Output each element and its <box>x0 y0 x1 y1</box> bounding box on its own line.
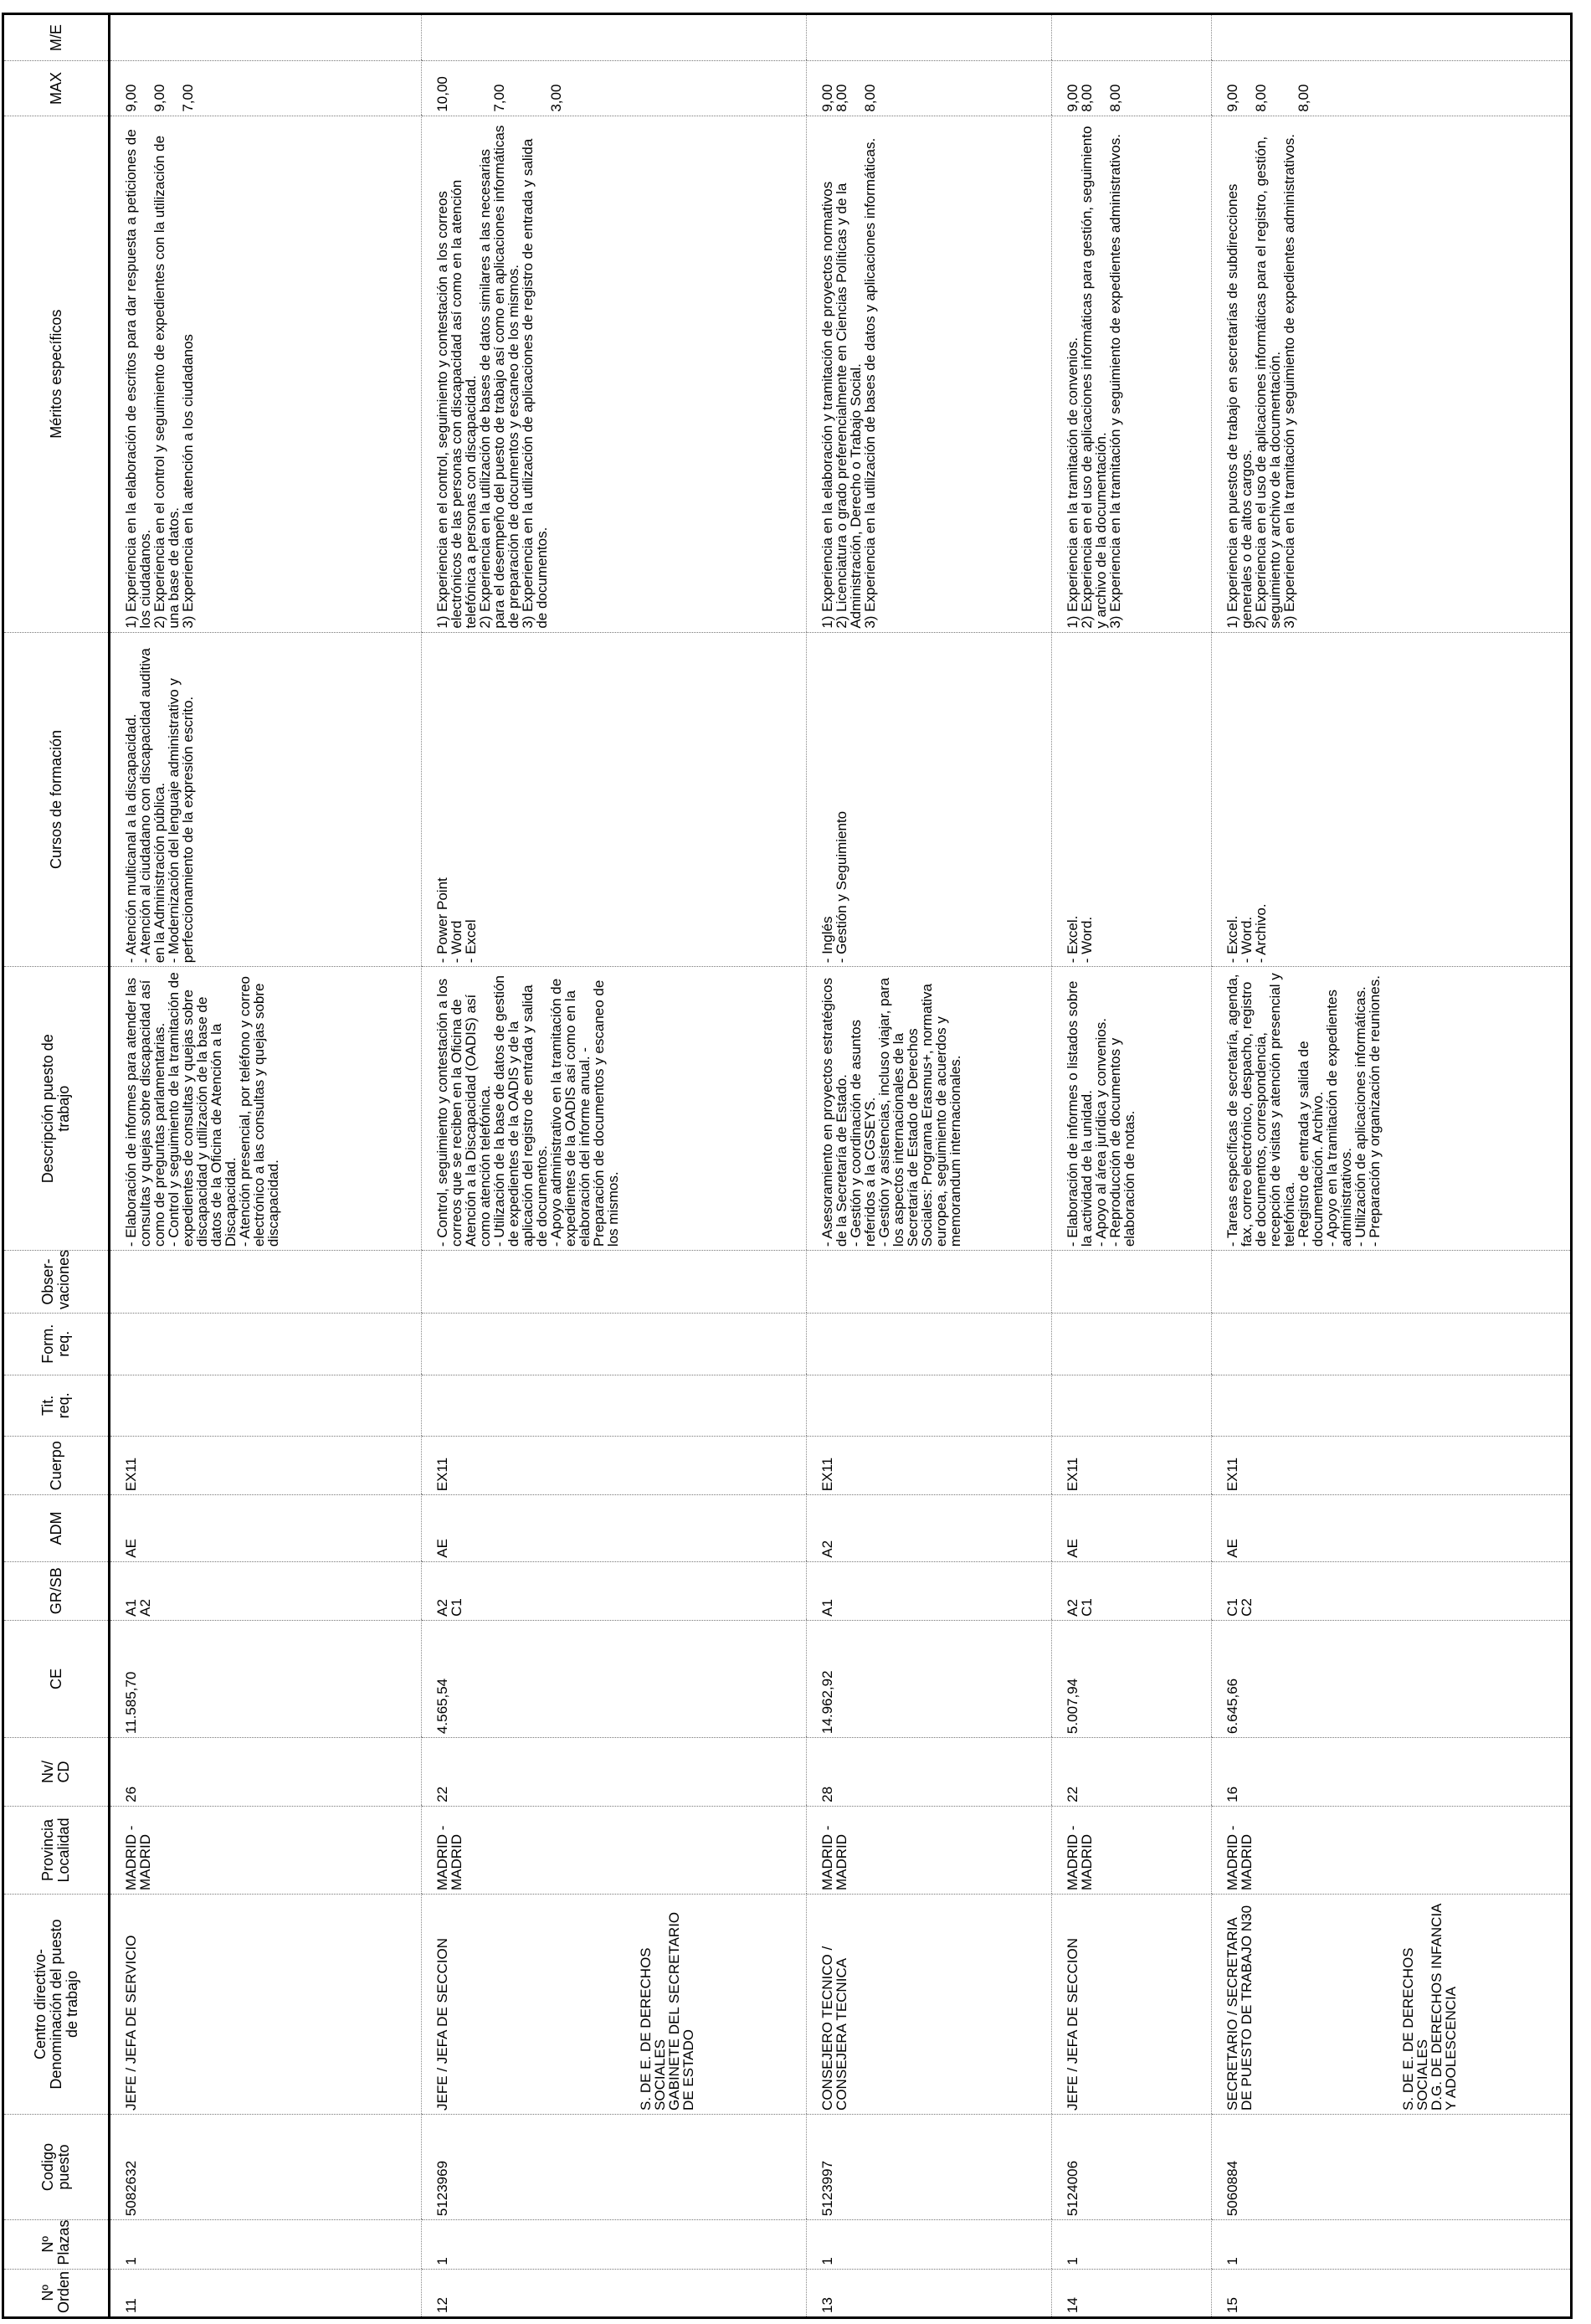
col-header-formacion: Form. req. <box>3 1313 110 1375</box>
cell-plazas: 1 <box>807 2220 1052 2269</box>
cell-titulacion <box>1212 1375 1572 1437</box>
centro-directivo: S. DE E. DE DERECHOS SOCIALES GABINETE DEL SECRETARIO DE ESTADO <box>638 1911 696 2111</box>
cell-cuerpo: EX11 <box>422 1437 807 1495</box>
cell-codigo: 5082632 <box>110 2114 422 2219</box>
cell-orden: 13 <box>807 2269 1052 2317</box>
cell-ce: 14.962,92 <box>807 1620 1052 1737</box>
centro-denominacion: JEFE / JEFA DE SECCION <box>434 1938 450 2111</box>
table-row <box>110 14 422 2318</box>
col-header-orden: Nº Orden <box>3 2269 110 2317</box>
cell-meritos: 1) Experiencia en la elaboración y tramitación de proyectos normativos 2) Licenciatura o grado preferencialmente en Ciencias Políticas y de la Administración, Derecho o Trabajo Social. 3) Experiencia en la utilización de bases de datos y aplicaciones informáticas. <box>807 116 1052 632</box>
cell-descripcion: - Asesoramiento en proyectos estratégicos de la Secretaría de Estado. - Gestión y coordinación de asuntos referidos a la CGSEYS. - Gestión y asistencias, incluso viajar, para los aspectos internacionales de la Secretaría de Estado de Derechos Sociales: Programa Erasmus+, normativa europea, seguimiento de acuerdos y memorandum internacionales. <box>807 967 1052 1251</box>
cell-adm: AE <box>110 1495 422 1561</box>
cell-descripcion: - Elaboración de informes o listados sobre la actividad de la unidad. - Apoyo al área jurídica y convenios. - Reproducción de documentos y elaboración de notas. <box>1052 967 1212 1251</box>
cell-descripcion: - Elaboración de informes para atender las consultas y quejas sobre discapacidad así como de preguntas parlamentarias. - Control y seguimiento de la tramitación de expedientes de consultas y quejas sobre discapacidad y utilización de la base de datos de la Oficina de Atención a la Discapacidad. - Atención presencial, por teléfono y correo electrónico a las consultas y quejas sobre discapacidad. <box>110 967 422 1251</box>
cell-plazas: 1 <box>110 2220 422 2269</box>
col-header-ce: CE <box>3 1620 110 1737</box>
cell-titulacion <box>807 1375 1052 1437</box>
cell-cursos: - Atención multicanal a la discapacidad. - Atención al ciudadano con discapacidad auditiva en la Administración pública. - Modernización del lenguaje administrativo y perfeccionamiento de la expresión escrito. <box>110 632 422 967</box>
header-row <box>3 14 110 2318</box>
cell-provincia: MADRID - MADRID <box>110 1806 422 1894</box>
cell-orden: 14 <box>1052 2269 1212 2317</box>
cell-orden: 11 <box>110 2269 422 2317</box>
table-row <box>1212 14 1572 2318</box>
cell-plazas: 1 <box>1212 2220 1572 2269</box>
centro-denominacion: JEFE / JEFA DE SERVICIO <box>123 1935 139 2111</box>
cell-centro <box>422 1895 807 2115</box>
cell-meritos: 1) Experiencia en la tramitación de convenios. 2) Experiencia en el uso de aplicaciones informáticas para gestión, seguimiento y archivo de la documentación. 3) Experiencia en la tramitación y seguimiento de expedientes administrativos. <box>1052 116 1212 632</box>
cell-ce: 4.565,54 <box>422 1620 807 1737</box>
centro-denominacion: SECRETARIO / SECRETARIA DE PUESTO DE TRABAJO N30 <box>1224 1905 1255 2111</box>
cell-titulacion <box>110 1375 422 1437</box>
cell-codigo: 5124006 <box>1052 2114 1212 2219</box>
col-header-descripcion: Descripción puesto de trabajo <box>3 967 110 1251</box>
table-row <box>422 14 807 2318</box>
cell-formacion <box>422 1313 807 1375</box>
cell-me <box>422 14 807 61</box>
cell-nivel: 26 <box>110 1738 422 1807</box>
cell-me <box>1212 14 1572 61</box>
cell-nivel: 16 <box>1212 1738 1572 1807</box>
col-header-adm: ADM <box>3 1495 110 1561</box>
cell-formacion <box>1212 1313 1572 1375</box>
cell-nivel: 28 <box>807 1738 1052 1807</box>
cell-meritos: 1) Experiencia en el control, seguimiento y contestación a los correos electrónicos de las personas con discapacidad así como en la atención telefónica a personas con discapacidad. 2) Experiencia en la utilización de bases de datos similares a las necesarias para el desempeño del puesto de trabajo así como en aplicaciones informáticas de preparación de documentos y escaneo de los mismos. 3) Experiencia en la utilización de aplicaciones de registro de entrada y salida de documentos. <box>422 116 807 632</box>
cell-cursos: - Power Point - Word - Excel <box>422 632 807 967</box>
cell-adm: A2 <box>807 1495 1052 1561</box>
cell-cursos: - Excel. - Word. - Archivo. <box>1212 632 1572 967</box>
cell-centro <box>110 1895 422 2115</box>
cell-plazas: 1 <box>1052 2220 1212 2269</box>
cell-max: 10,00 7,00 3,00 <box>422 61 807 116</box>
col-header-centro: Centro directivo- Denominación del puesto de trabajo <box>3 1895 110 2115</box>
cell-observaciones <box>422 1251 807 1314</box>
col-header-me: M/E <box>3 14 110 61</box>
cell-provincia: MADRID - MADRID <box>422 1806 807 1894</box>
cell-titulacion <box>422 1375 807 1437</box>
cell-me <box>807 14 1052 61</box>
cell-centro <box>1052 1895 1212 2115</box>
cell-observaciones <box>110 1251 422 1314</box>
cell-cuerpo: EX11 <box>1212 1437 1572 1495</box>
cell-codigo: 5123969 <box>422 2114 807 2219</box>
cell-nivel: 22 <box>1052 1738 1212 1807</box>
cell-formacion <box>1052 1313 1212 1375</box>
cell-grupo: A1 <box>807 1561 1052 1620</box>
cell-me <box>110 14 422 61</box>
col-header-plazas: Nº Plazas <box>3 2220 110 2269</box>
col-header-titulacion: Tit. req. <box>3 1375 110 1437</box>
centro-denominacion: JEFE / JEFA DE SECCION <box>1065 1938 1080 2111</box>
cell-orden: 12 <box>422 2269 807 2317</box>
cell-descripcion: - Tareas específicas de secretaría, agenda, fax, correo electrónico, despacho, registro de documentos, correspondencia, recepción de visitas y atención presencial y telefónica. - Registro de entrada y salida de documentación. Archivo. - Apoyo en la tramitación de expedientes administrativos. - Utilización de aplicaciones informáticas. - Preparación y organización de reuniones. <box>1212 967 1572 1251</box>
cell-observaciones <box>1052 1251 1212 1314</box>
cell-adm: AE <box>1052 1495 1212 1561</box>
col-header-cuerpo: Cuerpo <box>3 1437 110 1495</box>
cell-meritos: 1) Experiencia en la elaboración de escritos para dar respuesta a peticiones de los ciudadanos. 2) Experiencia en el control y seguimiento de expedientes con la utilización de una base de datos. 3) Experiencia en la atención a los ciudadanos <box>110 116 422 632</box>
cell-observaciones <box>807 1251 1052 1314</box>
cell-provincia: MADRID - MADRID <box>1212 1806 1572 1894</box>
cell-cursos: - Excel. - Word. <box>1052 632 1212 967</box>
centro-denominacion: CONSEJERO TECNICO / CONSEJERA TECNICA <box>819 1946 849 2111</box>
col-header-provincia: Provincia Localidad <box>3 1806 110 1894</box>
cell-me <box>1052 14 1212 61</box>
cell-grupo: A2 C1 <box>1052 1561 1212 1620</box>
cell-ce: 6.645,66 <box>1212 1620 1572 1737</box>
cell-provincia: MADRID - MADRID <box>1052 1806 1212 1894</box>
col-header-grupo: GR/SB <box>3 1561 110 1620</box>
col-header-observaciones: Obser- vaciones <box>3 1251 110 1314</box>
col-header-nivel: Nv/ CD <box>3 1738 110 1807</box>
cell-max: 9,00 8,00 8,00 <box>1052 61 1212 116</box>
cell-formacion <box>807 1313 1052 1375</box>
cell-grupo: A1 A2 <box>110 1561 422 1620</box>
centro-directivo: S. DE E. DE DERECHOS SOCIALES D.G. DE DERECHOS INFANCIA Y ADOLESCENCIA <box>1400 1903 1459 2111</box>
col-header-cursos: Cursos de formación <box>3 632 110 967</box>
cell-max: 9,00 8,00 8,00 <box>1212 61 1572 116</box>
cell-plazas: 1 <box>422 2220 807 2269</box>
cell-provincia: MADRID - MADRID <box>807 1806 1052 1894</box>
cell-max: 9,00 9,00 7,00 <box>110 61 422 116</box>
cell-grupo: A2 C1 <box>422 1561 807 1620</box>
col-header-codigo: Codigo puesto <box>3 2114 110 2219</box>
cell-cursos: - Inglés - Gestión y Seguimiento <box>807 632 1052 967</box>
cell-cuerpo: EX11 <box>1052 1437 1212 1495</box>
positions-table <box>2 13 1573 2319</box>
cell-adm: AE <box>1212 1495 1572 1561</box>
cell-orden: 15 <box>1212 2269 1572 2317</box>
cell-descripcion: - Control, seguimiento y contestación a los correos que se reciben en la Oficina de Atención a la Discapacidad (OADIS) así como atención telefónica. - Utilización de la base de datos de gestión de expedientes de la OADIS y de la aplicación del registro de entrada y salida de documentos. - Apoyo administrativo en la tramitación de expedientes de la OADIS así como en la elaboración del informe anual. - Preparación de documentos y escaneo de los mismos. <box>422 967 807 1251</box>
cell-max: 9,00 8,00 8,00 <box>807 61 1052 116</box>
cell-formacion <box>110 1313 422 1375</box>
cell-nivel: 22 <box>422 1738 807 1807</box>
col-header-meritos: Méritos específicos <box>3 116 110 632</box>
cell-cuerpo: EX11 <box>807 1437 1052 1495</box>
cell-centro <box>807 1895 1052 2115</box>
cell-observaciones <box>1212 1251 1572 1314</box>
cell-adm: AE <box>422 1495 807 1561</box>
cell-ce: 11.585,70 <box>110 1620 422 1737</box>
cell-codigo: 5060884 <box>1212 2114 1572 2219</box>
cell-grupo: C1 C2 <box>1212 1561 1572 1620</box>
table-row <box>1052 14 1212 2318</box>
cell-ce: 5.007,94 <box>1052 1620 1212 1737</box>
cell-centro <box>1212 1895 1572 2115</box>
cell-meritos: 1) Experiencia en puestos de trabajo en secretarías de subdirecciones generales o de altos cargos. 2) Experiencia en el uso de aplicaciones informáticas para el registro, gestión, seguimiento y archivo de la documentación. 3) Experiencia en la tramitación y seguimiento de expedientes administrativos. <box>1212 116 1572 632</box>
cell-titulacion <box>1052 1375 1212 1437</box>
col-header-max: MAX <box>3 61 110 116</box>
table-row <box>807 14 1052 2318</box>
cell-cuerpo: EX11 <box>110 1437 422 1495</box>
cell-codigo: 5123997 <box>807 2114 1052 2219</box>
